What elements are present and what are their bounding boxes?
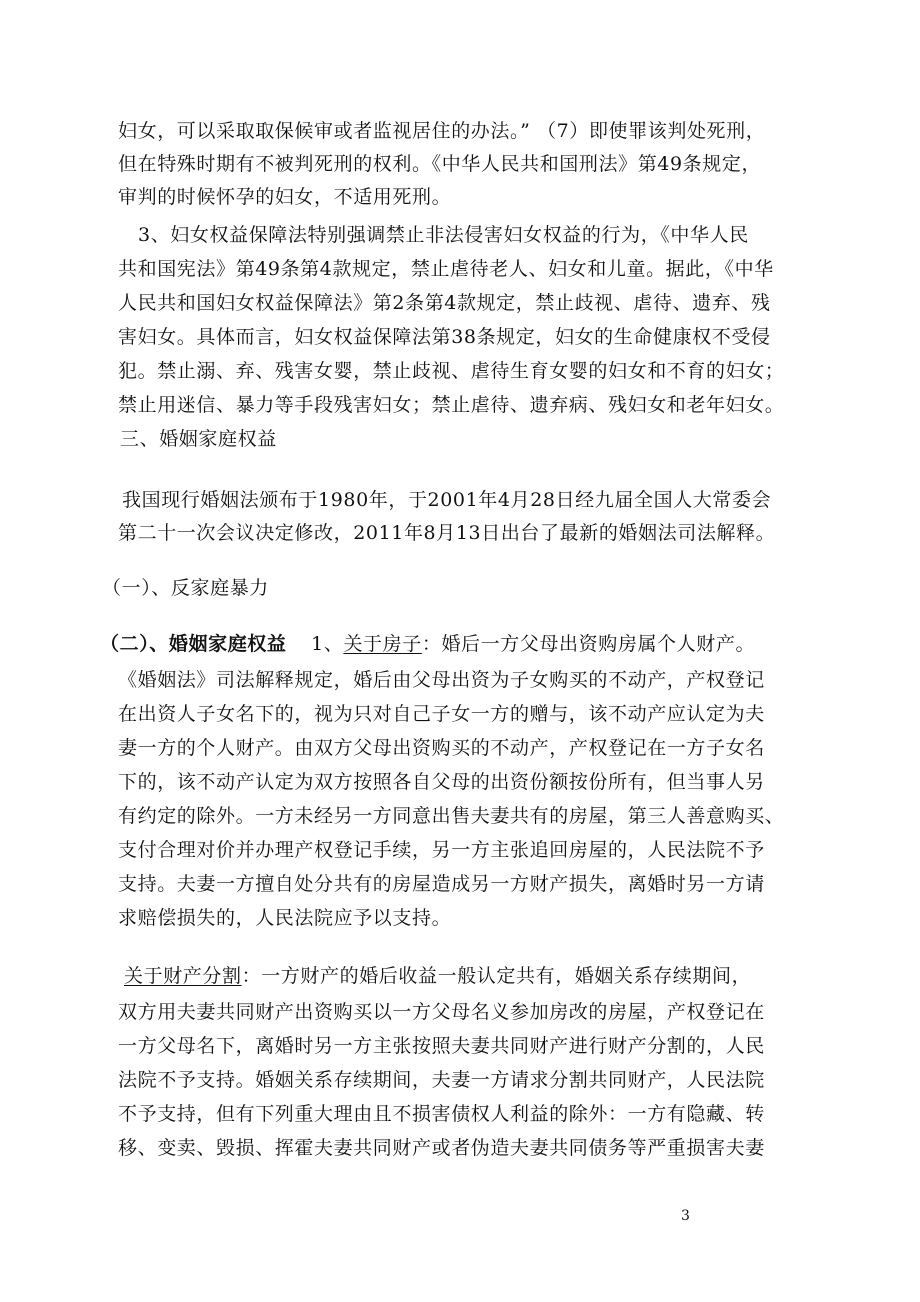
text-line: 支付合理对价并办理产权登记手续，另一方主张追回房屋的，人民法院不予 — [118, 839, 765, 861]
section3-title: 关于财产分割 — [124, 965, 242, 987]
text-line: 我国现行婚姻法颁布于1980年，于2001年4月28日经九届全国人大常委会 — [122, 489, 772, 511]
text-line: 审判的时候怀孕的妇女，不适用死刑。 — [118, 186, 452, 208]
text-line: 害妇女。具体而言，妇女权益保障法第38条规定，妇女的生命健康权不受侵 — [118, 326, 771, 348]
section3-first-line — [124, 965, 751, 987]
text-line: 共和国宪法》第49条第4款规定，禁止虐待老人、妇女和儿童。据此，《中华 — [118, 258, 774, 280]
section2-heading: （二）、婚姻家庭权益 — [100, 633, 287, 655]
text-line: 双方用夫妻共同财产出资购买以一方父母名义参加房改的房屋，产权登记在 — [118, 1001, 765, 1023]
text-line: 第二十一次会议决定修改，2011年8月13日出台了最新的婚姻法司法解释。 — [118, 522, 776, 544]
subsection-heading: （一）、反家庭暴力 — [102, 577, 269, 599]
page-number: 3 — [681, 1208, 690, 1224]
section3-rest: ：一方财产的婚后收益一般认定共有，婚姻关系存续期间， — [241, 965, 752, 987]
text-line: 妇女，可以采取取保候审或者监视居住的办法。” （7）即使罪该判处死刑， — [118, 120, 766, 142]
text-line: 移、变卖、毁损、挥霍夫妻共同财产或者伪造夫妻共同债务等严重损害夫妻 — [118, 1137, 765, 1159]
text-line: 但在特殊时期有不被判死刑的权利。《中华人民共和国刑法》第49条规定， — [118, 153, 762, 175]
text-line: 《婚姻法》司法解释规定，婚后由父母出资为子女购买的不动产，产权登记 — [118, 669, 765, 691]
text-line: 妻一方的个人财产。由双方父母出资购买的不动产，产权登记在一方子女名 — [118, 737, 765, 759]
text-line: 下的，该不动产认定为双方按照各自父母的出资份额按份所有，但当事人另 — [118, 771, 765, 793]
text-line: 有约定的除外。一方未经另一方同意出售夫妻共有的房屋，第三人善意购买、 — [118, 805, 785, 827]
text-line: 支持。夫妻一方擅自处分共有的房屋造成另一方财产损失，离婚时另一方请 — [118, 873, 765, 895]
text-line: 法院不予支持。婚姻关系存续期间，夫妻一方请求分割共同财产，人民法院 — [118, 1069, 765, 1091]
text-line: 犯。禁止溺、弃、残害女婴，禁止歧视、虐待生育女婴的妇女和不育的妇女； — [118, 360, 785, 382]
item-rest: ：婚后一方父母出资购房属个人财产。 — [421, 633, 756, 655]
section-heading: 三、婚姻家庭权益 — [120, 428, 277, 450]
item-number: 1、 — [311, 633, 344, 655]
text-line: 人民共和国妇女权益保障法》第2条第4款规定，禁止歧视、虐待、遗弃、残 — [118, 292, 771, 314]
text-line: 不予支持，但有下列重大理由且不损害债权人利益的除外：一方有隐藏、转 — [118, 1103, 765, 1125]
text-line: 在出资人子女名下的，视为只对自己子女一方的赠与，该不动产应认定为夫 — [118, 703, 765, 725]
section2-first-line — [100, 633, 755, 655]
text-line: 3、妇女权益保障法特别强调禁止非法侵害妇女权益的行为，《中华人民 — [138, 224, 749, 246]
text-line: 一方父母名下，离婚时另一方主张按照夫妻共同财产进行财产分割的，人民 — [118, 1035, 765, 1057]
item-title: 关于房子 — [343, 633, 422, 655]
text-line: 求赔偿损失的，人民法院应予以支持。 — [118, 907, 452, 929]
text-line: 禁止用迷信、暴力等手段残害妇女；禁止虐待、遗弃病、残妇女和老年妇女。 — [118, 394, 785, 416]
